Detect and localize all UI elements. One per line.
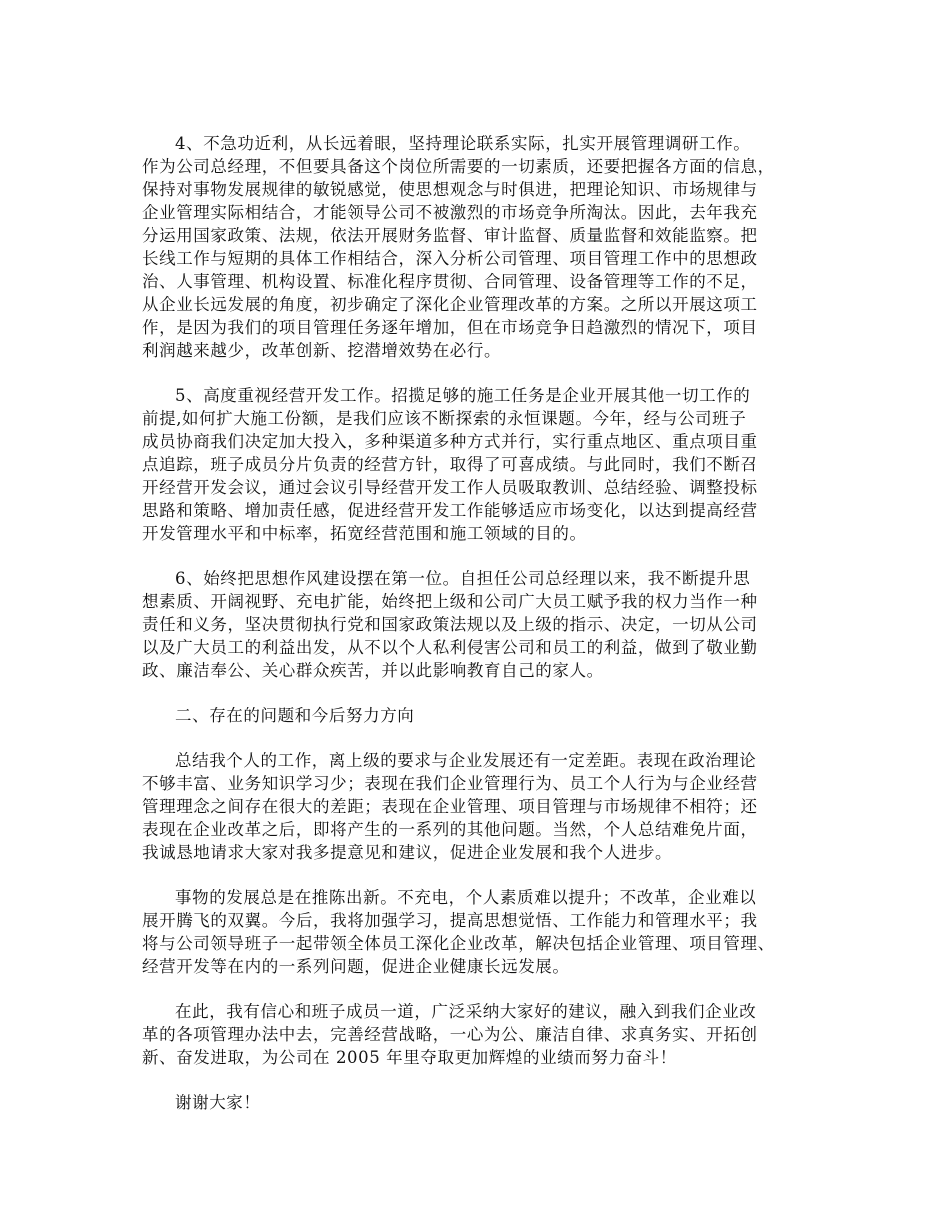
section-heading-text: 二、存在的问题和今后努力方向	[175, 706, 415, 725]
text-line: 新、奋发进取，为公司在 2005 年里夺取更加辉煌的业绩而努力奋斗！	[142, 1048, 677, 1067]
text-line: 事物的发展总是在推陈出新。不充电，个人素质难以提升；不改革，企业难以	[175, 888, 757, 907]
text-line: 利润越来越少，改革创新、挖潜增效势在必行。	[142, 341, 502, 360]
text-line: 从企业长远发展的角度，初步确定了深化企业管理改革的方案。之所以开展这项工	[142, 295, 758, 314]
text-line: 责任和义务，坚决贯彻执行党和国家政策法规以及上级的指示、决定，一切从公司	[142, 615, 758, 634]
paragraph-item-5	[142, 384, 822, 545]
text-line: 表现在企业改革之后，即将产生的一系列的其他问题。当然，个人总结难免片面，	[142, 820, 758, 839]
section-heading	[142, 704, 822, 727]
paragraph-item-4	[142, 132, 822, 362]
text-line: 5、高度重视经营开发工作。招揽足够的施工任务是企业开展其他一切工作的	[175, 386, 751, 405]
text-line: 总结我个人的工作，离上级的要求与企业发展还有一定差距。表现在政治理论	[175, 751, 757, 770]
text-line: 分运用国家政策、法规，依法开展财务监督、审计监督、质量监督和效能监察。把	[142, 226, 758, 245]
paragraph-development	[142, 886, 822, 978]
text-line: 政、廉洁奉公、关心群众疾苦，并以此影响教育自己的家人。	[142, 661, 604, 680]
text-line: 经营开发等在内的一系列问题，促进企业健康长远发展。	[142, 957, 570, 976]
text-line: 长线工作与短期的具体工作相结合，深入分析公司管理、项目管理工作中的思想政	[142, 249, 758, 268]
thanks-text: 谢谢大家！	[175, 1093, 261, 1112]
text-line: 管理理念之间存在很大的差距；表现在企业管理、项目管理与市场规律不相符；还	[142, 797, 758, 816]
text-line: 将与公司领导班子一起带领全体员工深化企业改革，解决包括企业管理、项目管理、	[142, 934, 775, 953]
text-line: 企业管理实际相结合，才能领导公司不被激烈的市场竞争所淘汰。因此，去年我充	[142, 203, 758, 222]
text-line: 作，是因为我们的项目管理任务逐年增加，但在市场竞争日趋激烈的情况下，项目	[142, 318, 758, 337]
paragraph-closing	[142, 1000, 822, 1069]
text-line: 革的各项管理办法中去，完善经营战略，一心为公、廉洁自律、求真务实、开拓创	[142, 1025, 758, 1044]
text-line: 前提,如何扩大施工份额，是我们应该不断探索的永恒课题。今年，经与公司班子	[142, 409, 747, 428]
text-line: 治、人事管理、机构设置、标准化程序贯彻、合同管理、设备管理等工作的不足，	[142, 272, 758, 291]
text-line: 4、不急功近利，从长远着眼，坚持理论联系实际，扎实开展管理调研工作。	[175, 134, 751, 153]
text-line: 我诚恳地请求大家对我多提意见和建议，促进企业发展和我个人进步。	[142, 843, 673, 862]
text-line: 保持对事物发展规律的敏锐感觉，使思想观念与时俱进，把理论知识、市场规律与	[142, 180, 758, 199]
text-line: 思路和策略、增加责任感，促进经营开发工作能够适应市场变化，以达到提高经营	[142, 501, 758, 520]
text-line: 开经营开发会议，通过会议引导经营开发工作人员吸取教训、总结经验、调整投标	[142, 478, 758, 497]
text-line: 6、始终把思想作风建设摆在第一位。自担任公司总经理以来，我不断提升思	[175, 569, 751, 588]
paragraph-thanks	[142, 1091, 822, 1114]
text-line: 展开腾飞的双翼。今后，我将加强学习，提高思想觉悟、工作能力和管理水平；我	[142, 911, 758, 930]
text-line: 开发管理水平和中标率，拓宽经营范围和施工领域的目的。	[142, 524, 587, 543]
text-line: 不够丰富、业务知识学习少；表现在我们企业管理行为、员工个人行为与企业经营	[142, 774, 758, 793]
text-line: 在此，我有信心和班子成员一道，广泛采纳大家好的建议，融入到我们企业改	[175, 1002, 757, 1021]
text-line: 想素质、开阔视野、充电扩能，始终把上级和公司广大员工赋予我的权力当作一种	[142, 592, 758, 611]
text-line: 作为公司总经理，不但要具备这个岗位所需要的一切素质，还要把握各方面的信息，	[142, 157, 775, 176]
document-page	[142, 132, 822, 1136]
paragraph-item-6	[142, 567, 822, 682]
text-line: 成员协商我们决定加大投入，多种渠道多种方式并行，实行重点地区、重点项目重	[142, 432, 758, 451]
text-line: 以及广大员工的利益出发，从不以个人私利侵害公司和员工的利益，做到了敬业勤	[142, 638, 758, 657]
text-line: 点追踪，班子成员分片负责的经营方针，取得了可喜成绩。与此同时，我们不断召	[142, 455, 758, 474]
paragraph-problems	[142, 749, 822, 864]
